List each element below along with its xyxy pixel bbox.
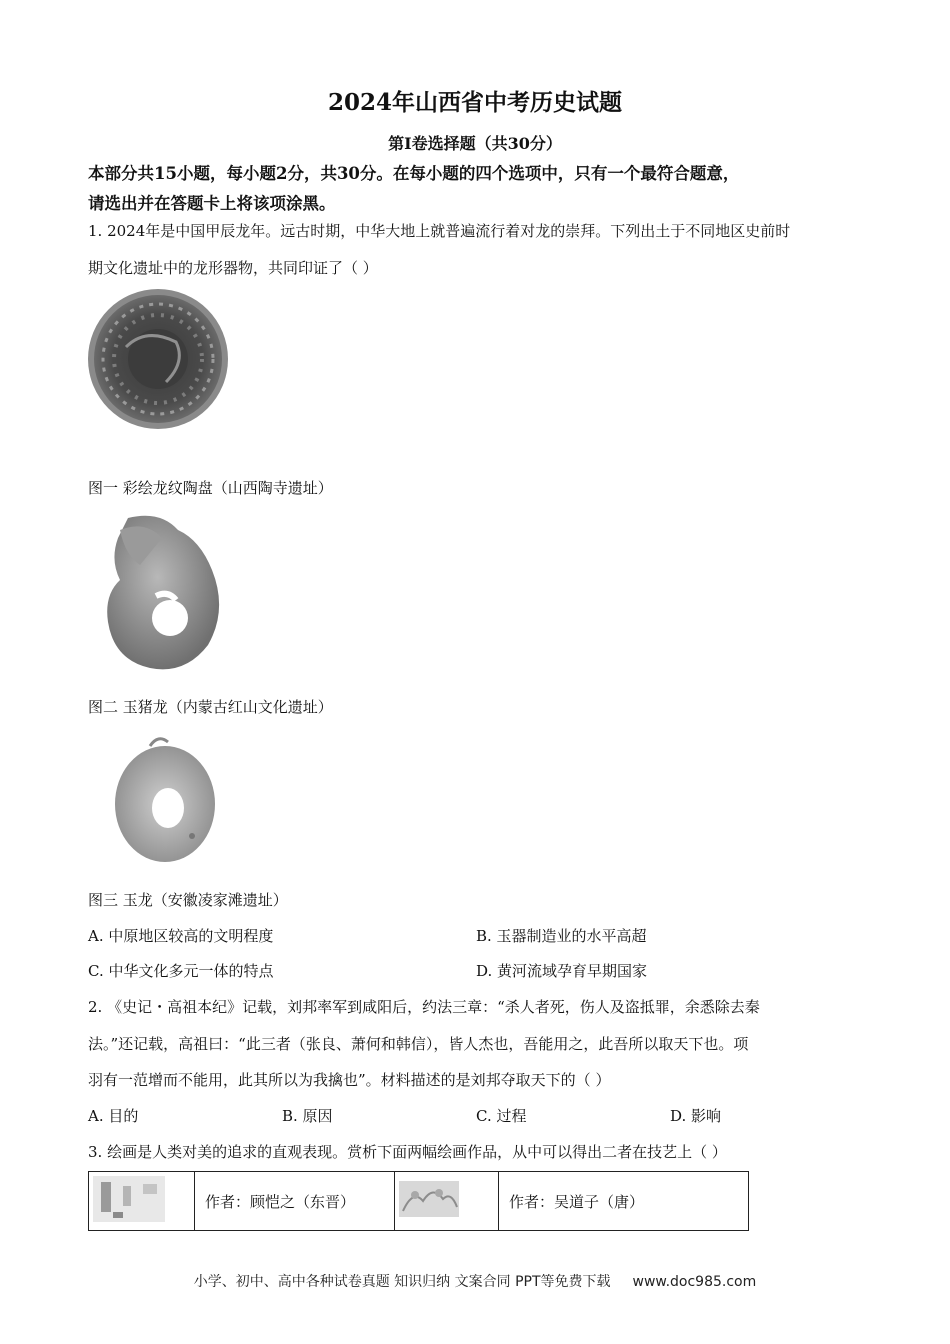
question-2-line-2: 法。”还记载，高祖曰：“此三者（张良、萧何和韩信），皆人杰也，吾能用之，此吾所以取天下也。项: [88, 1035, 749, 1053]
painting-1-cell: [89, 1172, 195, 1231]
footer-url[interactable]: www.doc985.com: [632, 1274, 757, 1290]
footer-text: 小学、初中、高中各种试卷真题 知识归纳 文案合同 PPT等免费下载: [193, 1274, 611, 1290]
painting-1-author: 作者：顾恺之（东晋）: [195, 1172, 395, 1231]
question-2-option-d: D. 影响: [670, 1107, 722, 1125]
instructions-line-1: 本部分共15小题，每小题2分，共30分。在每小题的四个选项中，只有一个最符合题意，: [88, 164, 740, 183]
question-1-option-d: D. 黄河流域孕育早期国家: [476, 962, 648, 980]
question-1-option-b: B. 玉器制造业的水平高超: [476, 927, 647, 945]
question-2-option-c: C. 过程: [476, 1107, 527, 1125]
painting-2-cell: [395, 1172, 499, 1231]
instructions-line-2: 请选出并在答题卡上将该项涂黑。: [88, 194, 336, 213]
question-3-line-1: 3. 绘画是人类对美的追求的直观表现。赏析下面两幅绘画作品，从中可以得出二者在技艺上（ ）: [88, 1143, 727, 1161]
figure-3-caption: 图三 玉龙（安徽凌家滩遗址）: [88, 891, 288, 909]
question-1-line-1: 1. 2024年是中国甲辰龙年。远古时期，中华大地上就普遍流行着对龙的崇拜。下列出土于不同地区史前时: [88, 222, 791, 240]
question-2-option-a: A. 目的: [88, 1107, 139, 1125]
painting-2-author: 作者：吴道子（唐）: [499, 1172, 749, 1231]
question-1-line-2: 期文化遗址中的龙形器物，共同印证了（ ）: [88, 259, 378, 277]
wu-daozi-painting-thumbnail: [399, 1181, 459, 1217]
question-2-line-3: 羽有一范增而不能用，此其所以为我擒也”。材料描述的是刘邦夺取天下的（ ）: [88, 1071, 611, 1089]
figure-2-caption: 图二 玉猪龙（内蒙古红山文化遗址）: [88, 698, 333, 716]
table-row: [89, 1172, 749, 1231]
painted-dragon-pottery-plate-image: [86, 287, 230, 431]
question-1-option-c: C. 中华文化多元一体的特点: [88, 962, 274, 980]
page-title: 2024年山西省中考历史试题: [327, 89, 622, 116]
question-2-line-1: 2. 《史记・高祖本纪》记载，刘邦率军到咸阳后，约法三章：“杀人者死，伤人及盗抵罪，余悉除去秦: [88, 998, 760, 1016]
question-1-option-a: A. 中原地区较高的文明程度: [88, 927, 274, 945]
page-footer: [0, 1271, 950, 1291]
section-title: 第Ⅰ卷选择题（共30分）: [388, 134, 562, 153]
jade-dragon-image: [110, 732, 220, 867]
figure-1-caption: 图一 彩绘龙纹陶盘（山西陶寺遗址）: [88, 479, 333, 497]
question-2-option-b: B. 原因: [282, 1107, 333, 1125]
paintings-table: [88, 1171, 749, 1231]
gu-kaizhi-painting-thumbnail: [93, 1176, 165, 1222]
jade-pig-dragon-image: [100, 510, 230, 675]
